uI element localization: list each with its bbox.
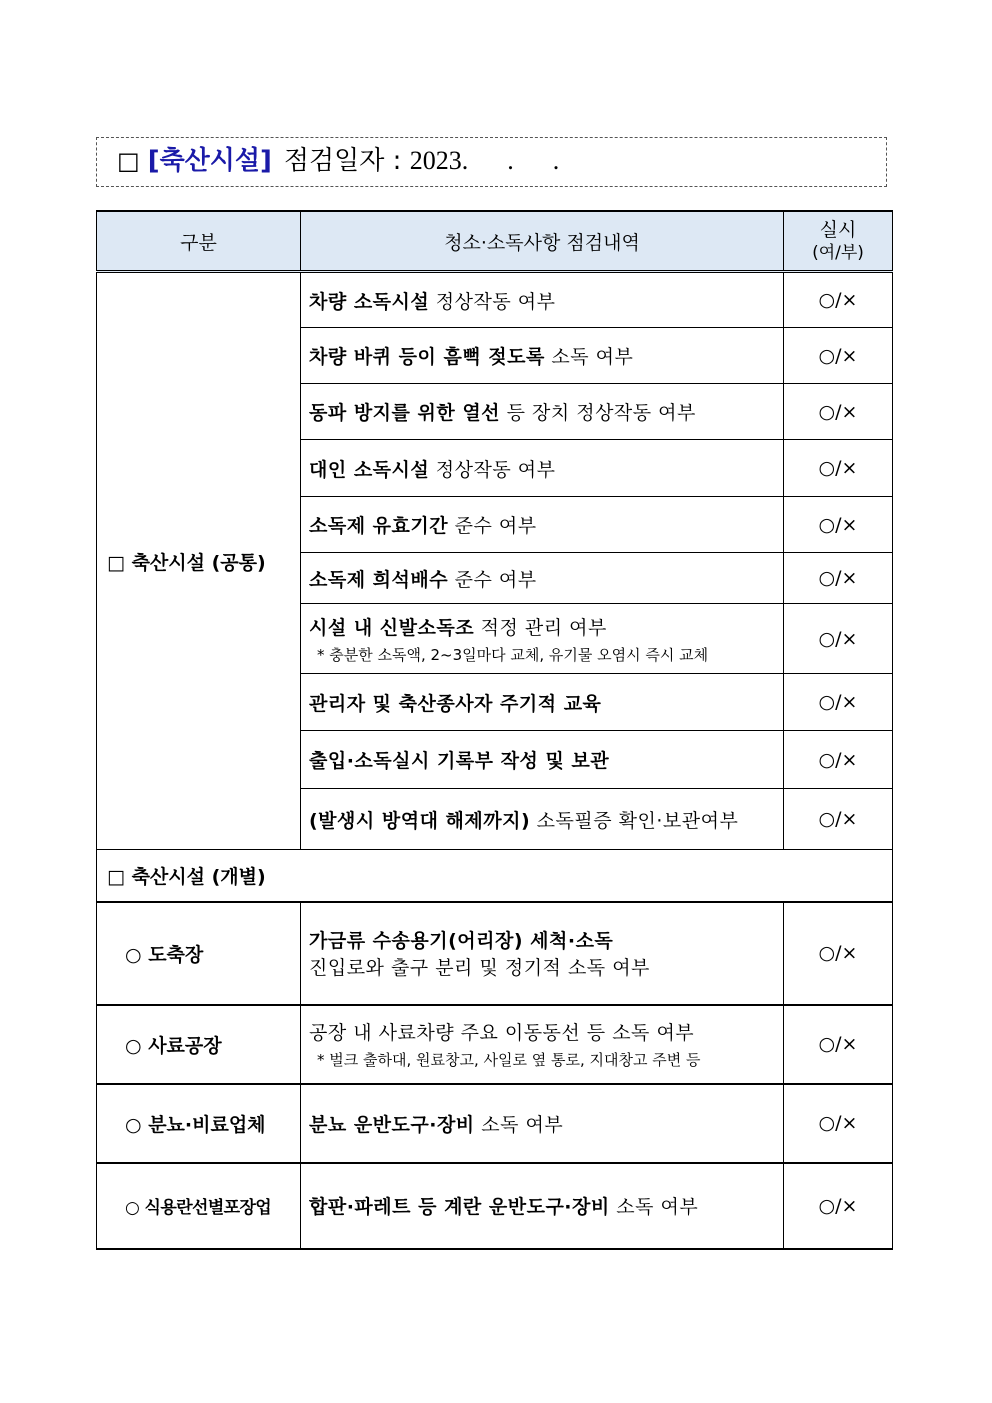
yes-no-mark[interactable]: ○/× bbox=[784, 1084, 893, 1163]
check-item: 소독제 유효기간 준수 여부 bbox=[301, 497, 784, 553]
header-details: 청소·소독사항 점검내역 bbox=[301, 211, 784, 272]
title-box bbox=[96, 137, 887, 187]
header-executed bbox=[784, 211, 893, 272]
check-item: 합판·파레트 등 계란 운반도구·장비 소독 여부 bbox=[301, 1163, 784, 1249]
check-item: 출입·소독실시 기록부 작성 및 보관 bbox=[301, 731, 784, 789]
table-header-row bbox=[97, 211, 893, 272]
check-item: 공장 내 사료차량 주요 이동동선 등 소독 여부 * 벌크 출하대, 원료창고, 사일로 옆 통로, 지대창고 주변 등 bbox=[301, 1005, 784, 1084]
inspection-date-label: 점검일자 : bbox=[283, 146, 402, 176]
check-item: 분뇨 운반도구·장비 소독 여부 bbox=[301, 1084, 784, 1163]
check-item: 차량 소독시설 정상작동 여부 bbox=[301, 272, 784, 328]
table-row bbox=[97, 272, 893, 328]
table-row bbox=[97, 1163, 893, 1249]
check-item: (발생시 방역대 해제까지) 소독필증 확인·보관여부 bbox=[301, 789, 784, 850]
facility-slaughterhouse: ○ 도축장 bbox=[97, 902, 301, 1005]
table-row bbox=[97, 1005, 893, 1084]
check-item: 시설 내 신발소독조 적정 관리 여부 * 충분한 소독액, 2~3일마다 교체, 유기물 오염시 즉시 교체 bbox=[301, 604, 784, 674]
checkbox-icon: □ bbox=[117, 147, 140, 175]
yes-no-mark[interactable]: ○/× bbox=[784, 497, 893, 553]
check-item-note: * 벌크 출하대, 원료창고, 사일로 옆 통로, 지대창고 주변 등 bbox=[317, 1051, 701, 1069]
check-item: 가금류 수송용기(어리장) 세척·소독 진입로와 출구 분리 및 정기적 소독 여부 bbox=[301, 902, 784, 1005]
table-row bbox=[97, 1084, 893, 1163]
table-row bbox=[97, 850, 893, 902]
yes-no-mark[interactable]: ○/× bbox=[784, 731, 893, 789]
check-item: 대인 소독시설 정상작동 여부 bbox=[301, 440, 784, 497]
check-item-note: * 충분한 소독액, 2~3일마다 교체, 유기물 오염시 즉시 교체 bbox=[317, 645, 709, 664]
facility-feed-factory: ○ 사료공장 bbox=[97, 1005, 301, 1084]
yes-no-mark[interactable]: ○/× bbox=[784, 328, 893, 384]
table-row bbox=[97, 902, 893, 1005]
category-individual: □ 축산시설 (개별) bbox=[97, 850, 893, 902]
yes-no-mark[interactable]: ○/× bbox=[784, 1163, 893, 1249]
header-executed-line1: 실시 bbox=[819, 218, 857, 241]
yes-no-mark[interactable]: ○/× bbox=[784, 440, 893, 497]
check-item: 관리자 및 축산종사자 주기적 교육 bbox=[301, 674, 784, 731]
yes-no-mark[interactable]: ○/× bbox=[784, 384, 893, 440]
header-executed-line2: (여/부) bbox=[812, 242, 864, 263]
inspection-table bbox=[96, 210, 893, 1250]
check-item: 동파 방지를 위한 열선 등 장치 정상작동 여부 bbox=[301, 384, 784, 440]
yes-no-mark[interactable]: ○/× bbox=[784, 902, 893, 1005]
yes-no-mark[interactable]: ○/× bbox=[784, 789, 893, 850]
inspection-date-value: 2023. . . bbox=[409, 146, 560, 175]
yes-no-mark[interactable]: ○/× bbox=[784, 674, 893, 731]
facility-label: [축산시설] bbox=[147, 146, 272, 176]
category-common: □ 축산시설 (공통) bbox=[97, 272, 301, 850]
check-item: 차량 바퀴 등이 흠뻑 젖도록 소독 여부 bbox=[301, 328, 784, 384]
header-category: 구분 bbox=[97, 211, 301, 272]
yes-no-mark[interactable]: ○/× bbox=[784, 272, 893, 328]
yes-no-mark[interactable]: ○/× bbox=[784, 553, 893, 604]
title-line bbox=[117, 144, 559, 178]
facility-manure-fertilizer: ○ 분뇨·비료업체 bbox=[97, 1084, 301, 1163]
yes-no-mark[interactable]: ○/× bbox=[784, 1005, 893, 1084]
yes-no-mark[interactable]: ○/× bbox=[784, 604, 893, 674]
facility-egg-grading: ○ 식용란선별포장업 bbox=[97, 1163, 301, 1249]
check-item: 소독제 희석배수 준수 여부 bbox=[301, 553, 784, 604]
